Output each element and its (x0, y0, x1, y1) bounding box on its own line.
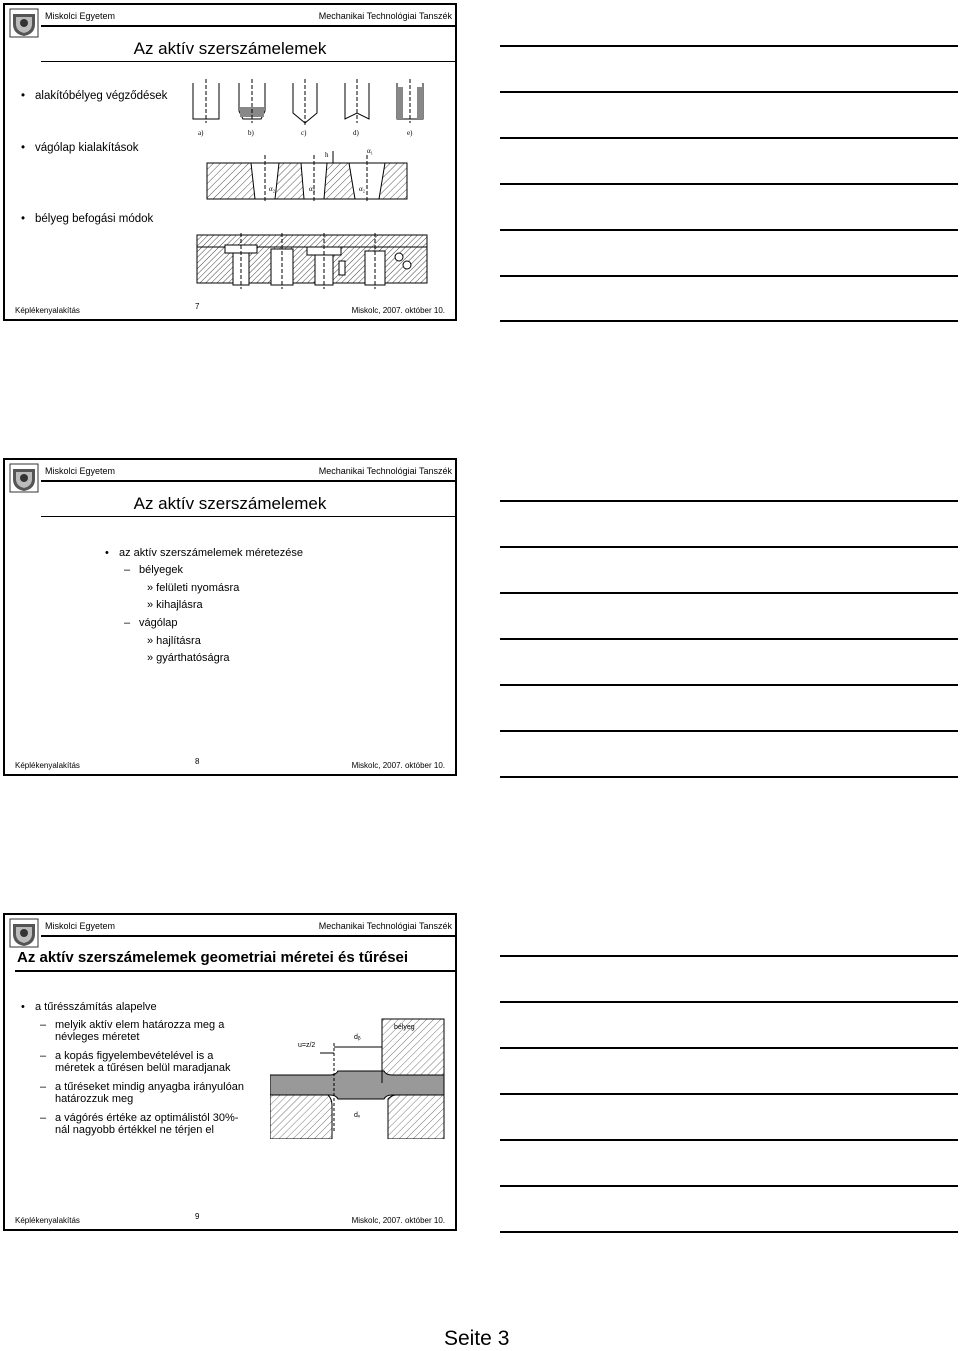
note-line (500, 45, 958, 47)
fig-symbol: α₂ (359, 185, 366, 193)
note-line (500, 730, 958, 732)
fig-label: dᵥ (354, 1112, 361, 1119)
note-line (500, 1185, 958, 1187)
university-logo (9, 463, 39, 493)
slide-number: 7 (195, 302, 200, 311)
note-line (500, 275, 958, 277)
note-line (500, 183, 958, 185)
sub-item-line: méretek a tűrésen belül maradjanak (55, 1062, 231, 1074)
university-name: Miskolci Egyetem (45, 921, 116, 931)
sub-sub-item: » felületi nyomásra (147, 582, 240, 594)
sub-item (55, 1081, 244, 1105)
department-name: Mechanikai Technológiai Tanszék (318, 921, 452, 931)
note-line (500, 1093, 958, 1095)
fig-symbol: h (325, 151, 329, 159)
sub-item-line: – a kopás figyelembevételével is a (55, 1050, 214, 1062)
note-line (500, 592, 958, 594)
bullet-item: • az aktív szerszámelemek méretezése (119, 547, 303, 559)
punch-mounting-figure (195, 231, 429, 289)
sub-item (55, 1050, 230, 1074)
sub-item-line: – a tűréseket mindig anyagba irányulóan (55, 1081, 244, 1093)
bullet-item: • a tűrésszámítás alapelve (35, 1001, 157, 1013)
bullet-item: • alakítóbélyeg végződések (35, 90, 167, 102)
header-rule (41, 935, 455, 937)
note-line (500, 1139, 958, 1141)
note-line (500, 638, 958, 640)
fig-label: u=z/2 (298, 1042, 316, 1049)
note-line (500, 1047, 958, 1049)
fig-symbol: α₃ (309, 185, 316, 193)
note-line (500, 684, 958, 686)
fig-label: bélyeg (394, 1024, 415, 1031)
department-name: Mechanikai Technológiai Tanszék (318, 11, 452, 21)
footer-course: Képlékenyalakítás (15, 1216, 80, 1225)
fig-symbol: α₂ (269, 185, 276, 193)
slide-title: Az aktív szerszámelemek (133, 494, 327, 513)
title-rule (15, 970, 455, 972)
university-logo (9, 918, 39, 948)
sub-sub-item: » hajlításra (147, 635, 201, 647)
slide-8 (3, 458, 457, 776)
fig-label: a) (198, 129, 204, 137)
note-line (500, 500, 958, 502)
sub-item-line: nál nagyobb értékkel ne térjen el (55, 1124, 214, 1136)
header-rule (41, 480, 455, 482)
footer-course: Képlékenyalakítás (15, 306, 80, 315)
note-line (500, 137, 958, 139)
slide-number: 9 (195, 1212, 200, 1221)
sub-item (55, 1019, 224, 1043)
die-plate-figure (203, 145, 413, 207)
sub-sub-item: » gyárthatóságra (147, 652, 230, 664)
note-line (500, 1231, 958, 1233)
slide-9 (3, 913, 457, 1231)
note-line (500, 91, 958, 93)
page-number: Seite 3 (444, 1327, 510, 1350)
footer-course: Képlékenyalakítás (15, 761, 80, 770)
university-logo (9, 8, 39, 38)
university-name: Miskolci Egyetem (45, 466, 116, 476)
footer-date: Miskolc, 2007. október 10. (351, 1216, 445, 1225)
sub-item-line: – a vágórés értéke az optimálistól 30%- (55, 1112, 239, 1124)
fig-symbol: α₁ (367, 147, 374, 155)
sub-item-line: névleges méretet (55, 1031, 140, 1043)
slide-title: Az aktív szerszámelemek geometriai méretei és tűrései (17, 949, 409, 966)
clearance-figure (270, 1013, 450, 1139)
sub-item-line: határozzuk meg (55, 1093, 134, 1105)
footer-date: Miskolc, 2007. október 10. (351, 761, 445, 770)
note-line (500, 1001, 958, 1003)
sub-item (55, 1112, 238, 1136)
slide-number: 8 (195, 757, 200, 766)
note-line (500, 776, 958, 778)
fig-label: b) (248, 129, 254, 137)
sub-item-line: – melyik aktív elem határozza meg a (55, 1019, 225, 1031)
title-rule (41, 516, 455, 517)
title-rule (41, 61, 455, 62)
fig-label: c) (301, 129, 307, 137)
note-line (500, 229, 958, 231)
fig-label: d) (353, 129, 359, 137)
university-name: Miskolci Egyetem (45, 11, 116, 21)
note-line (500, 320, 958, 322)
punch-ends-figure (185, 77, 445, 139)
sub-item: – vágólap (139, 617, 178, 629)
bullet-item: • vágólap kialakítások (35, 142, 139, 154)
note-line (500, 955, 958, 957)
fig-label: e) (407, 129, 413, 137)
fig-label: dᵦ (354, 1034, 361, 1041)
bullet-item: • bélyeg befogási módok (35, 213, 153, 225)
header-rule (41, 25, 455, 27)
slide-7 (3, 3, 457, 321)
department-name: Mechanikai Technológiai Tanszék (318, 466, 452, 476)
note-line (500, 546, 958, 548)
footer-date: Miskolc, 2007. október 10. (351, 306, 445, 315)
slide-title: Az aktív szerszámelemek (133, 39, 327, 58)
sub-item: – bélyegek (139, 564, 183, 576)
sub-sub-item: » kihajlásra (147, 599, 203, 611)
